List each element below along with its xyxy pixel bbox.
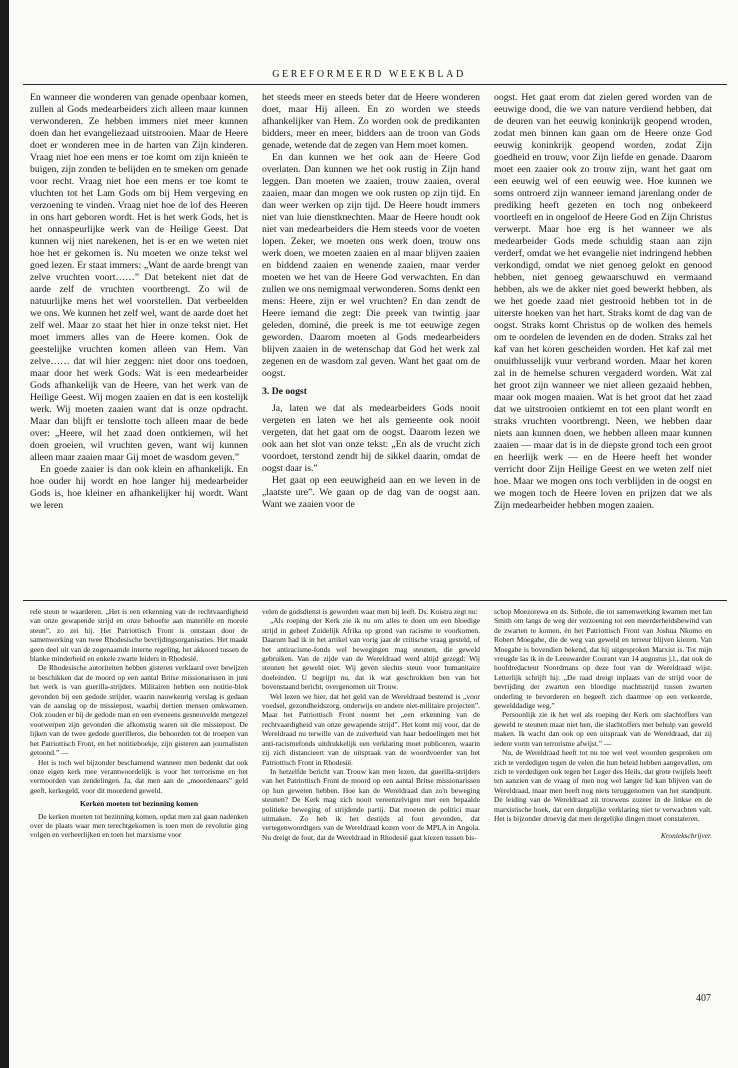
paragraph: rele steun te waarderen. „Het is een erkenning van de rechtvaardigheid van onze gewapende strijd en onze behoefte aan materiële en morele steun”, zo zei hij. Het Patriottisch Front is ontstaan door de samenwerking van twee Rhodesische bevrijdingsorganisaties. Het maakt geen deel uit van de zogenaamde interne regeling, het akkoord tussen de blanke minderheid en enkele zwarte leiders in Rhodesië. [30, 607, 248, 664]
page-number: 407 [696, 993, 711, 1004]
paragraph: velen de godsdienst is geworden waar men bij leeft. Ds. Koistra zegt nu: [262, 607, 478, 616]
paragraph: „Als roeping der Kerk zie ik nu om alles te doen om een bloedige strijd in geheel Zuidelijk Afrika op grond van racisme te voorkomen. Daarom had ik in het artikel van vorig jaar de critische vraag gesteld, of het antiracisme-fonds wel bewegingen mag steunen, die geweld gebruiken. Van de zijde van de Wereldraad werd altijd gezegd: Wij steunen het geweld niet. Wij geven slechts steun voor humanitaire doeleinden. U begrijpt nu, dat ik wat geschrokken ben van het bovenstaand bericht, overgenomen uit Trouw. [262, 616, 480, 692]
paragraph: schop Moezorewa en ds. Sithole, die tot samenwerking kwamen met Ian Smith om langs de weg der verzoening tot een meerderheidsbewind van de zwarten te komen, én het Patriottisch Front van Joshua Nkomo en Robert Moegabe, die de weg van geweld en terreur blijven kiezen. Van Moegabe is bovendien bekend, dat hij uitgesproken Marxist is. Tot mijn vreugde las ik in de Leeuwarder Courant van 14 augustus j.l., dat ook de hoofdredacteur Noordmans op deze fout van de Wereldraad wijst. Letterlijk schrijft hij: „De raad dreigt inplaats van de strijd voor de bevrijding der zwarten een bloedige machtsstrijd tussen zwarten onderling te bevorderen en begeeft zich daarmee op een verkeerde, gewelddadige weg.” [494, 607, 712, 711]
paragraph: Wel lezen we hier, dat het geld van de Wereldraad bestemd is „voor voedsel, gezondheidszorg, onderwijs en andere niet-militaire projecten”. Maar het Patriottisch Front noemt het „een erkenning van de rechtvaardigheid van onze gewapende strijd”. Het komt mij voor, dat de Wereldraad nu terwille van de zuiverheid van haar bedoelingen met het anti-racismefonds uitdrukkelijk een verklaring moet publiceren, waarin zij zich distancieert van de uitspraak van de woordvoerder van het Patriottisch Front in Rhodesië. [262, 691, 480, 767]
paragraph: het steeds meer en steeds beter dat de Heere wonderen doet, maar Hij alleen. En zo worden we steeds afhankelijker van Hem. Zo worden ook de predikanten bidders, meer en meer, bidders aan de troon van Gods genade, wetende dat de zegen van Hem moet komen. [262, 92, 480, 151]
upper-column-1 [30, 92, 248, 592]
section-rule [23, 600, 727, 601]
paragraph: Persoonlijk zie ik het wel als roeping der Kerk om slachtoffers van geweld te steunen maar niet hen, die slachtoffers met behulp van geweld maken. Ik wacht dan ook op een uitspraak van de Wereldraad, dat zij iedere vorm van terrorisme afwijst.” — [494, 710, 712, 748]
paragraph: En goede zaaier is dan ook klein en afhankelijk. En hoe ouder hij wordt en hoe langer hij medearbeider Gods is, hoe kleiner en afhankelijker hij wordt. Want we leren [30, 464, 248, 511]
paragraph: De Rhodesische autoriteiten hebben gisteren verklaard over bewijzen te beschikken dat de moord op een aantal Britse missionarissen in juni het werk is van guerilla-strijders. Militairen hebben een notitie-blok gevonden bij een gedode strijder, waarin nauwkeurig verslag is gedaan van de aanslag op de missiepost, waarbij dertien mensen omkwamen. Ook zouden er bij de gedode man en een eveneens gesneuvelde metgezel voorwerpen zijn gevonden die afkomstig waren uit die missiepost. De lijken van de twee gedode guerilleros, die behoorden tot de troepen van het Patriottisch Front, en het notitieboekje, zijn gisteren aan journalisten getoond.” — [30, 663, 248, 758]
paragraph: En dan kunnen we het ook aan de Heere God overlaten. Dan kunnen we het ook rustig in Zijn hand leggen. Dan moeten we zaaien, trouw zaaien, overal zaaien, maar dan mogen we ook rusten op zijn tijd. En dan weer werken op zijn tijd. De Heere houdt immers niet van luie dienstknechten. Maar de Heere houdt ook niet van medearbeiders die Hem steeds voor de voeten lopen. Zeker, we moeten ons werk doen, trouw ons werk doen, we moeten zaaien en al maar blijven zaaien en biddend zaaien en wenende zaaien, maar verder moeten we het van de Heere God verwachten. En dan zullen we ons nemigmaal verwonderen. Soms denkt een mens: Heere, zijn er wel vruchten? En dan zendt de Heere iemand die zegt: Die preek van twintig jaar geleden, dominé, die preek is me tot eeuwige zegen geworden. Daarom moeten al Gods medearbeiders blijven zaaien in de wetenschap dat God het werk zal zegenen en de wasdom zal geven. Want het gaat om de oogst. [262, 152, 480, 379]
paragraph: oogst. Het gaat erom dat zielen gered worden van de eeuwige dood, die we van nature verdiend hebben, dat de deuren van het eeuwig koninkrijk geopend wroden, zodat men binnen kan gaan om de Heere onze God eeuwig koninkrijk geopend worden, zodat Zijn goedheid en trouw, voor Zijn liefde en genade. Daarom moet een zaaier ook zo trouw zijn, want het gaat om een eeuwig wel of een eeuwig wee. Hoe kunnen we soms ontroerd zijn wanneer iemand jarenlang onder de prediking heeft gezeten en toch nog onbekeerd voortleeft en in ongeloof de Heere God en Zijn Christus verwerpt. Maar hoe erg is het wanneer we als medearbeider Gods mede schuldig staan aan zijn verderf, omdat we het evangelie niet indringend hebben verkondigd, omdat we niet genoeg gelokt en genood hebben, niet genoeg gewaarschuwd en vermaand hebben, als we de akker niet goed bewerkt hebben, als we het goede zaad niet gestrooid hebben tot in de uiterste hoeken van het hart. Straks komt de dag van de oogst. Straks komt Christus op de wolken des hemels om te oordelen de levenden en de doden. Straks zal het kaf van het koren gescheiden worden. Het kaf zal met onuitblusselijk vuur verbrand worden. Maar het koren zal in de hemelse schuren vergaderd worden. Wat zal het groot zijn wanneer we niet alleen gezaaid hebben, maar ook mogen maaien. Wat is het groot dat het zaad dat we uitstrooien ontkiemt en tot een plant wordt en straks vruchten voortbrengt. Neen, we hebben daar niets aan kunnen doen, we hebben alleen maar kunnen zaaien — maar dat is in de diepste grond toch een groot en heerlijk werk — en de Heere heeft het wonder verricht door Zijn Heilige Geest en we weten zelf niet hoe. Maar we mogen ons toch verblijden in de oogst en we mogen toch de Heere loven en prijzen dat we als Zijn medearbeider hebben mogen zaaien. [494, 92, 712, 511]
lower-column-3 [494, 607, 712, 997]
upper-column-3 [494, 92, 712, 592]
paragraph: De kerken moeten tot bezinning komen, opdat men zal gaan nadenken over de plaats waar men terechtgekomen is toen men de revolutie ging volgen en verheerlijken en toen het marxisme voor [30, 811, 248, 840]
section-heading: Kerken moeten tot bezinning komen [79, 799, 199, 809]
paragraph: In hetzelfde bericht van Trouw kan men lezen, dat guerilla-strijders van het Patriottisch Front de moord op een aantal Britse missionarissen op hun geweten hebben. Hoe kan de Wereldraad dan zo'n beweging steunen? De Kerk mag zich nooit vereenzelvigen met een bepaalde politieke beweging of strijdende partij. Dat moeten de politici maar uitmaken. Zo heb ik het destijds al fout gevonden, dat vertegenwoordigers van de Wereldraad kozen voor de MPLA in Angola. Nu dreigt de fout, dat de Wereldraad in Rhodesië gaat kiezen tussen bis- [262, 766, 480, 842]
paragraph: Nu, de Wereldraad heeft tot nu toe wel veel woorden gesproken om zich te verdedigen tegen de velen die hun beleid hebben aangevallen, om zich te verdedigen ook tegen het Leger des Heils, dat grote twijfels heeft ten aanzien van de vraag of men nog wel langer lid kan blijven van de Wereldraad, maar men heeft nog niets teruggenomen van het standpunt. De leiding van de Wereldraad zit trouwens zozeer in de linkse en de marxistische hoek, dat een dergelijke verklaring niet te verwachten valt. Het is bijzonder droevig dat men dergelijke dingen moet constateren. [494, 748, 712, 823]
running-header: GEREFORMEERD WEEKBLAD [272, 69, 466, 80]
upper-column-2 [262, 92, 480, 592]
paragraph: Ja, laten we dat als medearbeiders Gods nooit vergeten en laten we het als gemeente ook nooit vergeten, dat het gaat om de oogst. Daarom lezen we ook aan het slot van onze tekst: „En als de vrucht zich voordoet, terstond zendt hij de sikkel daarin, omdat de oogst daar is.” [262, 403, 480, 474]
lower-column-2 [262, 607, 480, 997]
section-heading: 3. De oogst [262, 386, 307, 397]
signature: Kroniekschrijver. [660, 831, 712, 841]
header-rule [23, 84, 727, 85]
paragraph: Het is toch wel bijzonder beschamend wanneer men bedenkt dat ook onze eigen kerk mee verantwoordelijk is voor het terrorisme en het vermoorden van zendelingen. Ja, dat men aan de „moordenaars” geld geeft, kerkegeld, voor dit moordend geweld. [30, 757, 248, 795]
lower-column-1 [30, 607, 248, 997]
scan-edge [0, 0, 9, 1068]
paragraph: En wanneer die wonderen van genade openbaar komen, zullen al Gods medearbeiders zich alleen maar kunnen verwonderen. Ze hebben immers niet meer kunnen doen dan het evangeliezaad uitstrooien. Maar de Heere doet er wonderen mee in de harten van Zijn kinderen. Vraag niet hoe een mens er toe komt om zijn knieën te buigen, zijn zonden te belijden en te smeken om genade voor recht. Vraag niet hoe een mens er toe komt te vluchten tot het Lam Gods om bij Hem vergeving en verzoening te vinden. Vraag niet hoe de lof des Heeren in ons hart geboren wordt. Het is het werk Gods, het is het onnaspeurlijke werk van de Heilige Geest. Dat kunnen wij niet narekenen, het is er en we weten niet hoe het er gekomen is. Nu moeten we onze tekst wel goed lezen. Er staat immers: „Want de aarde brengt van zelve vruchten voort……” Dat betekent niet dat de aarde zelf de vruchten voortbrengt. Zo wil de natuurlijke mens het wel voorstellen. Dat verbeelden we ons. We kunnen het zelf wel, want de aarde doet het zelf wel. Maar zo staat het hier in onze tekst niet. Het moet immers alles van de Heere komen. Ook de geestelijke vruchten komen alleen van Hem. Van zelve…… dat wil hier zeggen: niet door ons toedoen, maar door het werk Gods. Wat is een medearbeider Gods afhankelijk van de Heere, van het werk van de Heilige Geest. Wij mogen zaaien en dat is een kostelijk werk. Wij moeten zaaien want dat is onze opdracht. Maar dan blijft er tenslotte toch alleen maar de bede over: „Heere, wil het zaad doen ontkiemen, wil het doen groeien, wil vruchten geven, want wij kunnen alleen maar zaaien maar Gij moet de wasdom geven.” [30, 92, 248, 463]
paragraph: Het gaat op een eeuwigheid aan en we leven in de „laatste ure”. We gaan op de dag van de oogst aan. Want we zaaien voor de [262, 475, 480, 510]
